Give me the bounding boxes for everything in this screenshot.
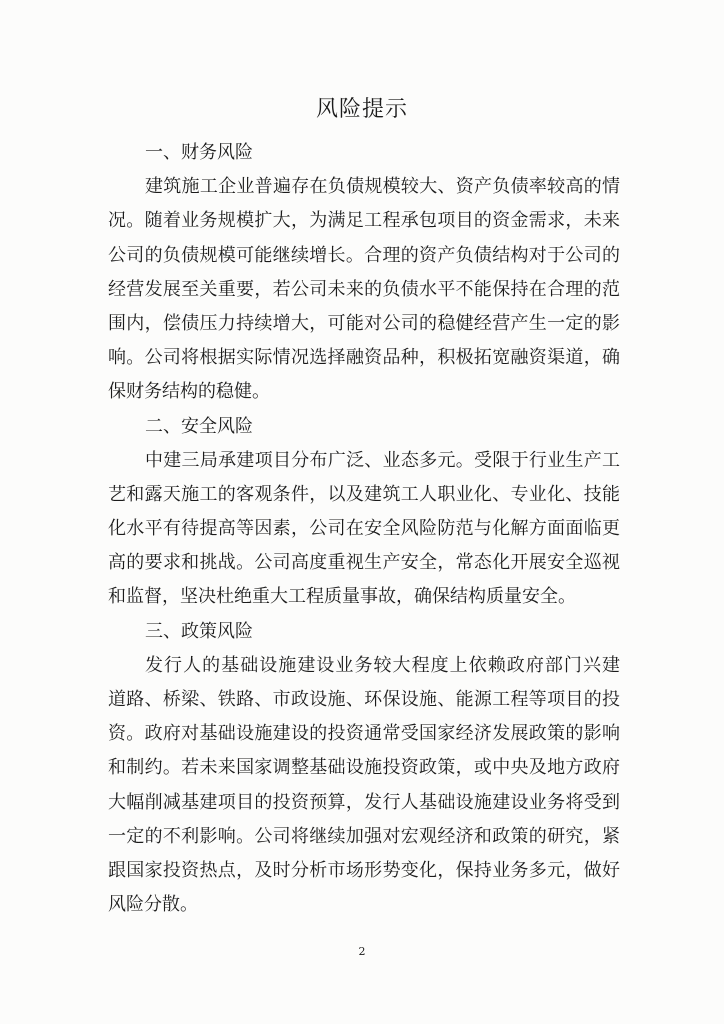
- paragraph-line: 况。随着业务规模扩大，为满足工程承包项目的资金需求，未来: [108, 210, 620, 232]
- paragraph-line: 建筑施工企业普遍存在负债规模较大、资产负债率较高的情: [145, 176, 620, 198]
- paragraph-line: 经营发展至关重要，若公司未来的负债水平不能保持在合理的范: [108, 278, 620, 300]
- paragraph-line: 和监督，坚决杜绝重大工程质量事故，确保结构质量安全。: [108, 586, 576, 608]
- paragraph-line: 一定的不利影响。公司将继续加强对宏观经济和政策的研究，紧: [108, 825, 620, 847]
- section-heading-policy-risk: 三、政策风险: [145, 620, 253, 642]
- page-title: 风险提示: [315, 97, 408, 122]
- paragraph-line: 化水平有待提高等因素，公司在安全风险防范与化解方面面临更: [108, 518, 620, 540]
- paragraph-line: 道路、桥梁、铁路、市政设施、环保设施、能源工程等项目的投: [108, 689, 620, 710]
- paragraph-line: 发行人的基础设施建设业务较大程度上依赖政府部门兴建: [145, 654, 620, 676]
- paragraph-line: 围内，偿债压力持续增大，可能对公司的稳健经营产生一定的影: [108, 312, 620, 334]
- paragraph-line: 资。政府对基础设施建设的投资通常受国家经济发展政策的影响: [108, 723, 620, 745]
- paragraph-line: 跟国家投资热点，及时分析市场形势变化，保持业务多元，做好: [108, 859, 620, 881]
- page-number: 2: [358, 945, 366, 958]
- paragraph-line: 风险分散。: [108, 894, 198, 916]
- paragraph-line: 保财务结构的稳健。: [108, 381, 270, 403]
- paragraph-line: 中建三局承建项目分布广泛、业态多元。受限于行业生产工: [145, 449, 620, 471]
- section-heading-financial-risk: 一、财务风险: [145, 142, 253, 163]
- paragraph-line: 响。公司将根据实际情况选择融资品种，积极拓宽融资渠道，确: [108, 347, 620, 369]
- paragraph-line: 和制约。若未来国家调整基础设施投资政策，或中央及地方政府: [108, 757, 620, 779]
- paragraph-line: 高的要求和挑战。公司高度重视生产安全，常态化开展安全巡视: [108, 552, 620, 574]
- document-body: [108, 136, 620, 922]
- paragraph-line: 艺和露天施工的客观条件，以及建筑工人职业化、专业化、技能: [108, 483, 620, 505]
- paragraph-line: 大幅削减基建项目的投资预算，发行人基础设施建设业务将受到: [108, 791, 620, 813]
- paragraph-line: 公司的负债规模可能继续增长。合理的资产负债结构对于公司的: [108, 244, 620, 266]
- section-heading-safety-risk: 二、安全风险: [145, 415, 253, 437]
